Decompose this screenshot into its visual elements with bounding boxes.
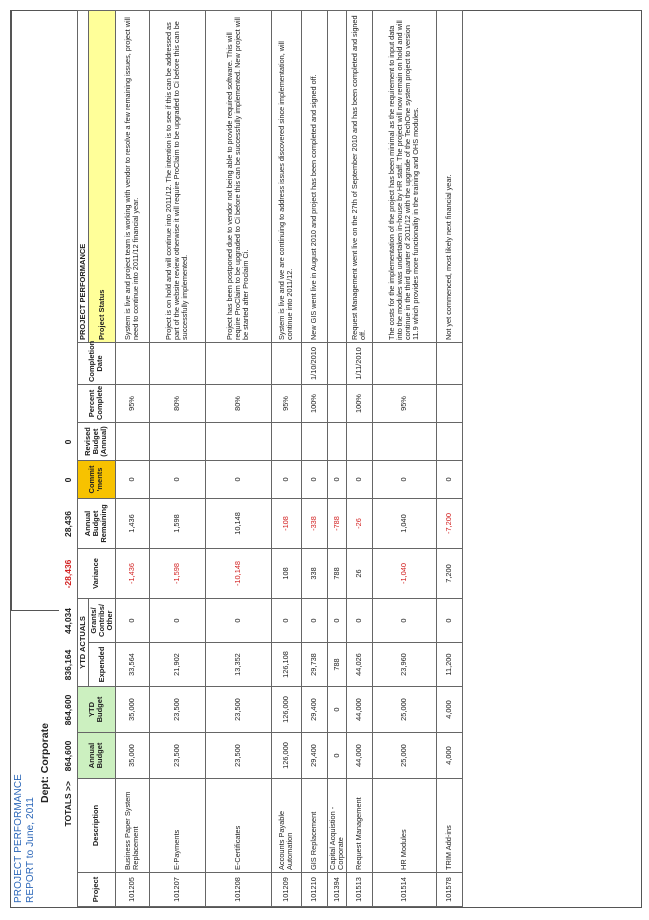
- row-project-status: System is live and we are continuing to address issues discovered since implementation, will continue into 2011/12.: [271, 10, 301, 342]
- row-project: 101394: [327, 873, 346, 907]
- row-annual-budget-remaining: -7,200: [436, 498, 462, 548]
- row-percent-complete: [436, 384, 462, 422]
- header-divider: [11, 610, 59, 611]
- row-commitments: 0: [115, 460, 149, 498]
- col-annual-budget: Annual Budget: [78, 733, 116, 779]
- row-description: HR Modules: [372, 779, 436, 873]
- row-annual-budget: 0: [327, 733, 346, 779]
- row-percent-complete: 95%: [372, 384, 436, 422]
- row-grants: 0: [115, 598, 149, 642]
- report-frame: [10, 10, 642, 908]
- row-expended: 788: [327, 643, 346, 687]
- row-ytd-budget: 25,000: [372, 687, 436, 733]
- project-performance-table: [77, 10, 463, 907]
- table-row: [372, 10, 436, 906]
- row-variance: 788: [327, 548, 346, 598]
- row-annual-budget: 4,000: [436, 733, 462, 779]
- row-revised-budget: [372, 422, 436, 460]
- row-annual-budget: 25,000: [372, 733, 436, 779]
- table-row: [301, 10, 327, 906]
- row-annual-budget-remaining: -338: [301, 498, 327, 548]
- row-completion-date: [115, 342, 149, 384]
- col-project-status: Project Status: [88, 10, 115, 342]
- row-grants: 0: [372, 598, 436, 642]
- row-completion-date: [436, 342, 462, 384]
- row-annual-budget-remaining: -108: [271, 498, 301, 548]
- row-completion-date: 1/11/2010: [346, 342, 372, 384]
- row-variance: 26: [346, 548, 372, 598]
- row-ytd-budget: 4,000: [436, 687, 462, 733]
- row-description: Business Paper System Replacement: [115, 779, 149, 873]
- col-commitments: Commit 'ments: [78, 460, 116, 498]
- totals-expended: 836,164: [63, 649, 73, 681]
- row-expended: 44,026: [346, 643, 372, 687]
- col-ytd-actuals: YTD ACTUALS: [78, 598, 89, 686]
- table-row: [346, 10, 372, 906]
- report-title-line-2: REPORT to June, 2011: [25, 797, 36, 903]
- row-ytd-budget: 44,000: [346, 687, 372, 733]
- row-completion-date: [271, 342, 301, 384]
- row-project: 101207: [149, 873, 205, 907]
- col-revised-budget: Revised Budget (Annual): [78, 422, 116, 460]
- table-row: [205, 10, 271, 906]
- row-annual-budget-remaining: 1,598: [149, 498, 205, 548]
- row-description: Request Management: [346, 779, 372, 873]
- col-description: Description: [78, 779, 116, 873]
- row-ytd-budget: 23,500: [149, 687, 205, 733]
- row-completion-date: [205, 342, 271, 384]
- row-completion-date: [372, 342, 436, 384]
- col-project: Project: [78, 873, 116, 907]
- row-project-status: Request Management went live on the 27th of September 2010 and has been completed and signed off.: [346, 10, 372, 342]
- row-expended: 21,902: [149, 643, 205, 687]
- row-revised-budget: [149, 422, 205, 460]
- row-commitments: 0: [271, 460, 301, 498]
- row-percent-complete: 80%: [205, 384, 271, 422]
- row-grants: 0: [436, 598, 462, 642]
- row-grants: 0: [301, 598, 327, 642]
- row-description: TRIM Add-ins: [436, 779, 462, 873]
- row-description: E-Payments: [149, 779, 205, 873]
- row-ytd-budget: 29,400: [301, 687, 327, 733]
- row-expended: 33,564: [115, 643, 149, 687]
- header-top-line: [11, 11, 12, 611]
- row-project-status: The costs for the implementation of the project has been minimal as the requirement to input data into the modules was undertaken in-house by HR staff. The project will now remain on hold and will continue in the third quarter of 2011/12 with the upgrade of the TechOne system project to version 11.9 which provides more functionality in the training and OHS modules.: [372, 10, 436, 342]
- row-variance: -1,598: [149, 548, 205, 598]
- row-revised-budget: [301, 422, 327, 460]
- col-completion-date: Completion Date: [78, 342, 116, 384]
- row-variance: -1,436: [115, 548, 149, 598]
- totals-annual-budget: 864,600: [63, 740, 73, 772]
- row-annual-budget-remaining: -788: [327, 498, 346, 548]
- department-label: Dept: Corporate: [39, 723, 51, 803]
- row-project-status: Not yet commenced, most likely next financial year.: [436, 10, 462, 342]
- col-project-performance: PROJECT PERFORMANCE: [78, 10, 89, 342]
- table-row: [436, 10, 462, 906]
- table-row: [271, 10, 301, 906]
- row-percent-complete: 100%: [301, 384, 327, 422]
- row-annual-budget: 23,500: [205, 733, 271, 779]
- row-expended: 13,352: [205, 643, 271, 687]
- row-ytd-budget: 126,000: [271, 687, 301, 733]
- table-row: [149, 10, 205, 906]
- totals-annual-budget-remaining: 28,436: [63, 511, 73, 537]
- row-percent-complete: 100%: [346, 384, 372, 422]
- row-grants: 0: [346, 598, 372, 642]
- row-annual-budget: 44,000: [346, 733, 372, 779]
- totals-label: TOTALS >>: [63, 781, 73, 827]
- row-revised-budget: [271, 422, 301, 460]
- row-expended: 23,960: [372, 643, 436, 687]
- totals-grants: 44,034: [63, 608, 73, 634]
- row-project: 101514: [372, 873, 436, 907]
- row-project-status: [327, 10, 346, 342]
- row-project-status: Project has been postponed due to vendor not being able to provide required software. This will require ProClaim to be upgraded to Ci before this can be successfully implemented. New project will be started after Proclaim Ci.: [205, 10, 271, 342]
- row-percent-complete: 80%: [149, 384, 205, 422]
- col-ytd-budget: YTD Budget: [78, 687, 116, 733]
- row-project-status: New GIS went live in August 2010 and project has been completed and signed off.: [301, 10, 327, 342]
- table-body: [115, 10, 462, 906]
- table-row: [115, 10, 149, 906]
- row-annual-budget: 35,000: [115, 733, 149, 779]
- col-grants: Grants/ Contribs/ Other: [88, 598, 115, 642]
- row-project-status: Project is on hold and will continue into 2011/12. The intention is to see if this can be addressed as part of the website review otherwise it will require ProClaim to be upgraded to Ci before this can be successfully implemented.: [149, 10, 205, 342]
- row-annual-budget: 29,400: [301, 733, 327, 779]
- row-variance: 108: [271, 548, 301, 598]
- table-row: [327, 10, 346, 906]
- row-annual-budget-remaining: -26: [346, 498, 372, 548]
- row-project: 101209: [271, 873, 301, 907]
- row-ytd-budget: 35,000: [115, 687, 149, 733]
- row-revised-budget: [327, 422, 346, 460]
- row-percent-complete: 95%: [271, 384, 301, 422]
- totals-revised-budget: 0: [63, 439, 73, 445]
- row-revised-budget: [436, 422, 462, 460]
- row-variance: 338: [301, 548, 327, 598]
- row-ytd-budget: 0: [327, 687, 346, 733]
- row-expended: 11,200: [436, 643, 462, 687]
- col-annual-budget-remaining: Annual Budget Remaining: [78, 498, 116, 548]
- col-percent-complete: Percent Complete: [78, 384, 116, 422]
- row-description: Accounts Payable Automation: [271, 779, 301, 873]
- header-row-1: [78, 10, 89, 906]
- totals-ytd-budget: 864,600: [63, 694, 73, 726]
- row-ytd-budget: 23,500: [205, 687, 271, 733]
- col-expended: Expended: [88, 643, 115, 687]
- row-grants: 0: [205, 598, 271, 642]
- row-completion-date: [327, 342, 346, 384]
- row-project: 101513: [346, 873, 372, 907]
- row-description: E-Certificates: [205, 779, 271, 873]
- row-description: Capital Acquistion - Corporate: [327, 779, 346, 873]
- row-project: 101205: [115, 873, 149, 907]
- row-revised-budget: [115, 422, 149, 460]
- row-description: GIS Replacement: [301, 779, 327, 873]
- row-project: 101208: [205, 873, 271, 907]
- row-annual-budget-remaining: 10,148: [205, 498, 271, 548]
- row-expended: 29,738: [301, 643, 327, 687]
- row-project-status: System is live and project team is working with vendor to resolve a few remaining issues, project will need to continue into 2011/12 financial year.: [115, 10, 149, 342]
- row-commitments: 0: [346, 460, 372, 498]
- row-completion-date: 1/10/2010: [301, 342, 327, 384]
- row-commitments: 0: [327, 460, 346, 498]
- row-annual-budget: 23,500: [149, 733, 205, 779]
- row-grants: 0: [271, 598, 301, 642]
- row-grants: 0: [327, 598, 346, 642]
- row-project: 101210: [301, 873, 327, 907]
- row-variance: 7,200: [436, 548, 462, 598]
- row-variance: -10,148: [205, 548, 271, 598]
- totals-row: [63, 11, 77, 907]
- row-revised-budget: [346, 422, 372, 460]
- row-project: 101578: [436, 873, 462, 907]
- row-commitments: 0: [149, 460, 205, 498]
- row-annual-budget-remaining: 1,040: [372, 498, 436, 548]
- row-annual-budget: 126,000: [271, 733, 301, 779]
- row-commitments: 0: [301, 460, 327, 498]
- row-revised-budget: [205, 422, 271, 460]
- report-title-block: [11, 611, 59, 907]
- totals-commitments: 0: [63, 477, 73, 483]
- row-percent-complete: [327, 384, 346, 422]
- report-title-line-1: PROJECT PERFORMANCE: [13, 774, 24, 903]
- row-percent-complete: 95%: [115, 384, 149, 422]
- row-completion-date: [149, 342, 205, 384]
- row-commitments: 0: [372, 460, 436, 498]
- row-grants: 0: [149, 598, 205, 642]
- col-variance: Variance: [78, 548, 116, 598]
- row-annual-budget-remaining: 1,436: [115, 498, 149, 548]
- row-commitments: 0: [436, 460, 462, 498]
- row-expended: 126,108: [271, 643, 301, 687]
- totals-variance: -28,436: [63, 559, 73, 589]
- row-commitments: 0: [205, 460, 271, 498]
- row-variance: -1,040: [372, 548, 436, 598]
